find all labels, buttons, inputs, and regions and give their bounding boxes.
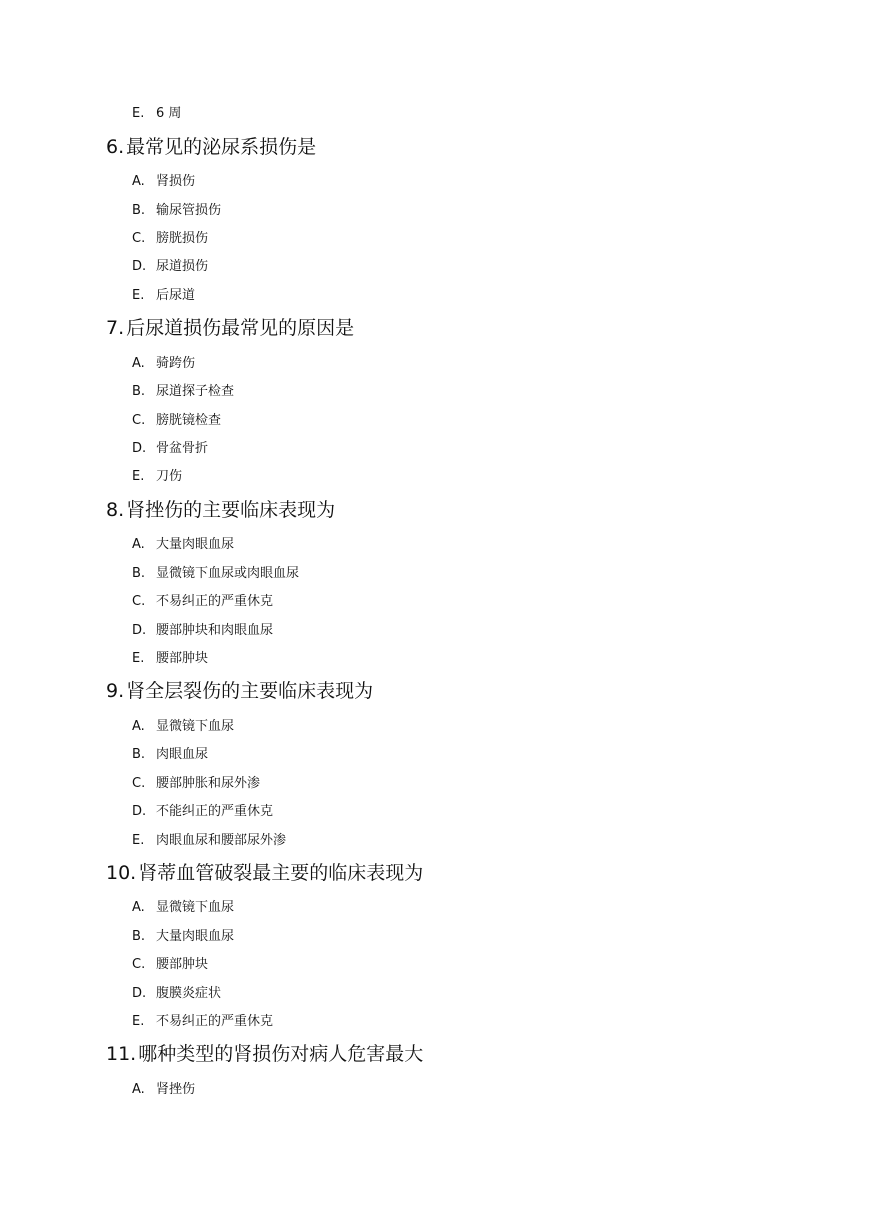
question-text: 后尿道损伤最常见的原因是 bbox=[126, 317, 355, 339]
option-letter: E. bbox=[132, 469, 145, 484]
option-text: 膀胱镜检查 bbox=[156, 413, 222, 428]
option-text: 腰部肿块 bbox=[156, 957, 209, 972]
option-letter: A. bbox=[132, 174, 145, 189]
list-item bbox=[132, 468, 182, 486]
option-text: 骑跨伤 bbox=[156, 356, 196, 371]
option-text: 肉眼血尿 bbox=[156, 747, 209, 762]
list-item bbox=[132, 775, 260, 793]
option-text: 腰部肿块 bbox=[156, 651, 209, 666]
question-number: 9. bbox=[106, 680, 125, 702]
question-title bbox=[106, 315, 354, 341]
question-text: 哪种类型的肾损伤对病人危害最大 bbox=[138, 1043, 424, 1065]
option-text: 输尿管损伤 bbox=[156, 203, 222, 218]
option-text: 尿道损伤 bbox=[156, 259, 209, 274]
question-title bbox=[106, 497, 335, 523]
list-item bbox=[132, 383, 234, 401]
option-text: 尿道探子检查 bbox=[156, 384, 235, 399]
option-letter: C. bbox=[132, 231, 146, 246]
question-number: 10. bbox=[106, 862, 137, 884]
option-text: 刀伤 bbox=[156, 469, 183, 484]
option-letter: E. bbox=[132, 651, 145, 666]
option-text: 后尿道 bbox=[156, 288, 196, 303]
question-number: 11. bbox=[106, 1043, 137, 1065]
option-text: 不能纠正的严重休克 bbox=[156, 804, 274, 819]
option-text: 骨盆骨折 bbox=[156, 441, 209, 456]
option-letter: D. bbox=[132, 804, 147, 819]
option-letter: A. bbox=[132, 537, 145, 552]
list-item bbox=[132, 565, 299, 583]
question-title bbox=[106, 860, 423, 886]
list-item bbox=[132, 928, 234, 946]
list-item bbox=[132, 746, 208, 764]
option-text: 肉眼血尿和腰部尿外渗 bbox=[156, 833, 287, 848]
list-item bbox=[132, 650, 208, 668]
question-text: 肾挫伤的主要临床表现为 bbox=[126, 499, 336, 521]
list-item bbox=[132, 355, 195, 373]
list-item bbox=[132, 536, 234, 554]
list-item bbox=[132, 258, 208, 276]
list-item bbox=[132, 202, 221, 220]
option-text: 显微镜下血尿或肉眼血尿 bbox=[156, 566, 300, 581]
question-title bbox=[106, 134, 316, 160]
list-item bbox=[132, 718, 234, 736]
list-item bbox=[132, 105, 181, 123]
option-text: 不易纠正的严重休克 bbox=[156, 1014, 274, 1029]
list-item bbox=[132, 230, 208, 248]
option-text: 腰部肿块和肉眼血尿 bbox=[156, 623, 274, 638]
question-text: 肾全层裂伤的主要临床表现为 bbox=[126, 680, 374, 702]
list-item bbox=[132, 412, 221, 430]
option-letter: A. bbox=[132, 1082, 145, 1097]
option-letter: E. bbox=[132, 106, 145, 121]
list-item bbox=[132, 985, 221, 1003]
option-letter: D. bbox=[132, 441, 147, 456]
option-text: 显微镜下血尿 bbox=[156, 900, 235, 915]
list-item bbox=[132, 899, 234, 917]
option-text: 不易纠正的严重休克 bbox=[156, 594, 274, 609]
option-text: 膀胱损伤 bbox=[156, 231, 209, 246]
question-title bbox=[106, 678, 373, 704]
question-number: 6. bbox=[106, 136, 125, 158]
option-letter: C. bbox=[132, 594, 146, 609]
option-letter: D. bbox=[132, 986, 147, 1001]
option-letter: D. bbox=[132, 623, 147, 638]
question-title bbox=[106, 1041, 423, 1067]
list-item bbox=[132, 956, 208, 974]
option-letter: B. bbox=[132, 747, 146, 762]
option-letter: A. bbox=[132, 356, 145, 371]
option-letter: E. bbox=[132, 288, 145, 303]
option-text: 腹膜炎症状 bbox=[156, 986, 222, 1001]
option-text: 肾挫伤 bbox=[156, 1082, 196, 1097]
question-text: 肾蒂血管破裂最主要的临床表现为 bbox=[138, 862, 424, 884]
option-text: 腰部肿胀和尿外渗 bbox=[156, 776, 261, 791]
option-letter: B. bbox=[132, 203, 146, 218]
option-letter: C. bbox=[132, 957, 146, 972]
option-letter: D. bbox=[132, 259, 147, 274]
option-letter: C. bbox=[132, 776, 146, 791]
list-item bbox=[132, 287, 195, 305]
option-letter: A. bbox=[132, 719, 145, 734]
list-item bbox=[132, 832, 286, 850]
option-text: 肾损伤 bbox=[156, 174, 196, 189]
option-letter: B. bbox=[132, 384, 146, 399]
question-text: 最常见的泌尿系损伤是 bbox=[126, 136, 317, 158]
list-item bbox=[132, 803, 273, 821]
option-text: 大量肉眼血尿 bbox=[156, 537, 235, 552]
option-letter: A. bbox=[132, 900, 145, 915]
list-item bbox=[132, 593, 273, 611]
option-text: 大量肉眼血尿 bbox=[156, 929, 235, 944]
option-text: 6 周 bbox=[156, 106, 182, 121]
option-letter: B. bbox=[132, 929, 146, 944]
option-letter: E. bbox=[132, 1014, 145, 1029]
list-item bbox=[132, 622, 273, 640]
list-item bbox=[132, 440, 208, 458]
option-letter: C. bbox=[132, 413, 146, 428]
question-number: 7. bbox=[106, 317, 125, 339]
list-item bbox=[132, 1081, 195, 1099]
option-text: 显微镜下血尿 bbox=[156, 719, 235, 734]
option-letter: E. bbox=[132, 833, 145, 848]
list-item bbox=[132, 1013, 273, 1031]
option-letter: B. bbox=[132, 566, 146, 581]
question-number: 8. bbox=[106, 499, 125, 521]
list-item bbox=[132, 173, 195, 191]
